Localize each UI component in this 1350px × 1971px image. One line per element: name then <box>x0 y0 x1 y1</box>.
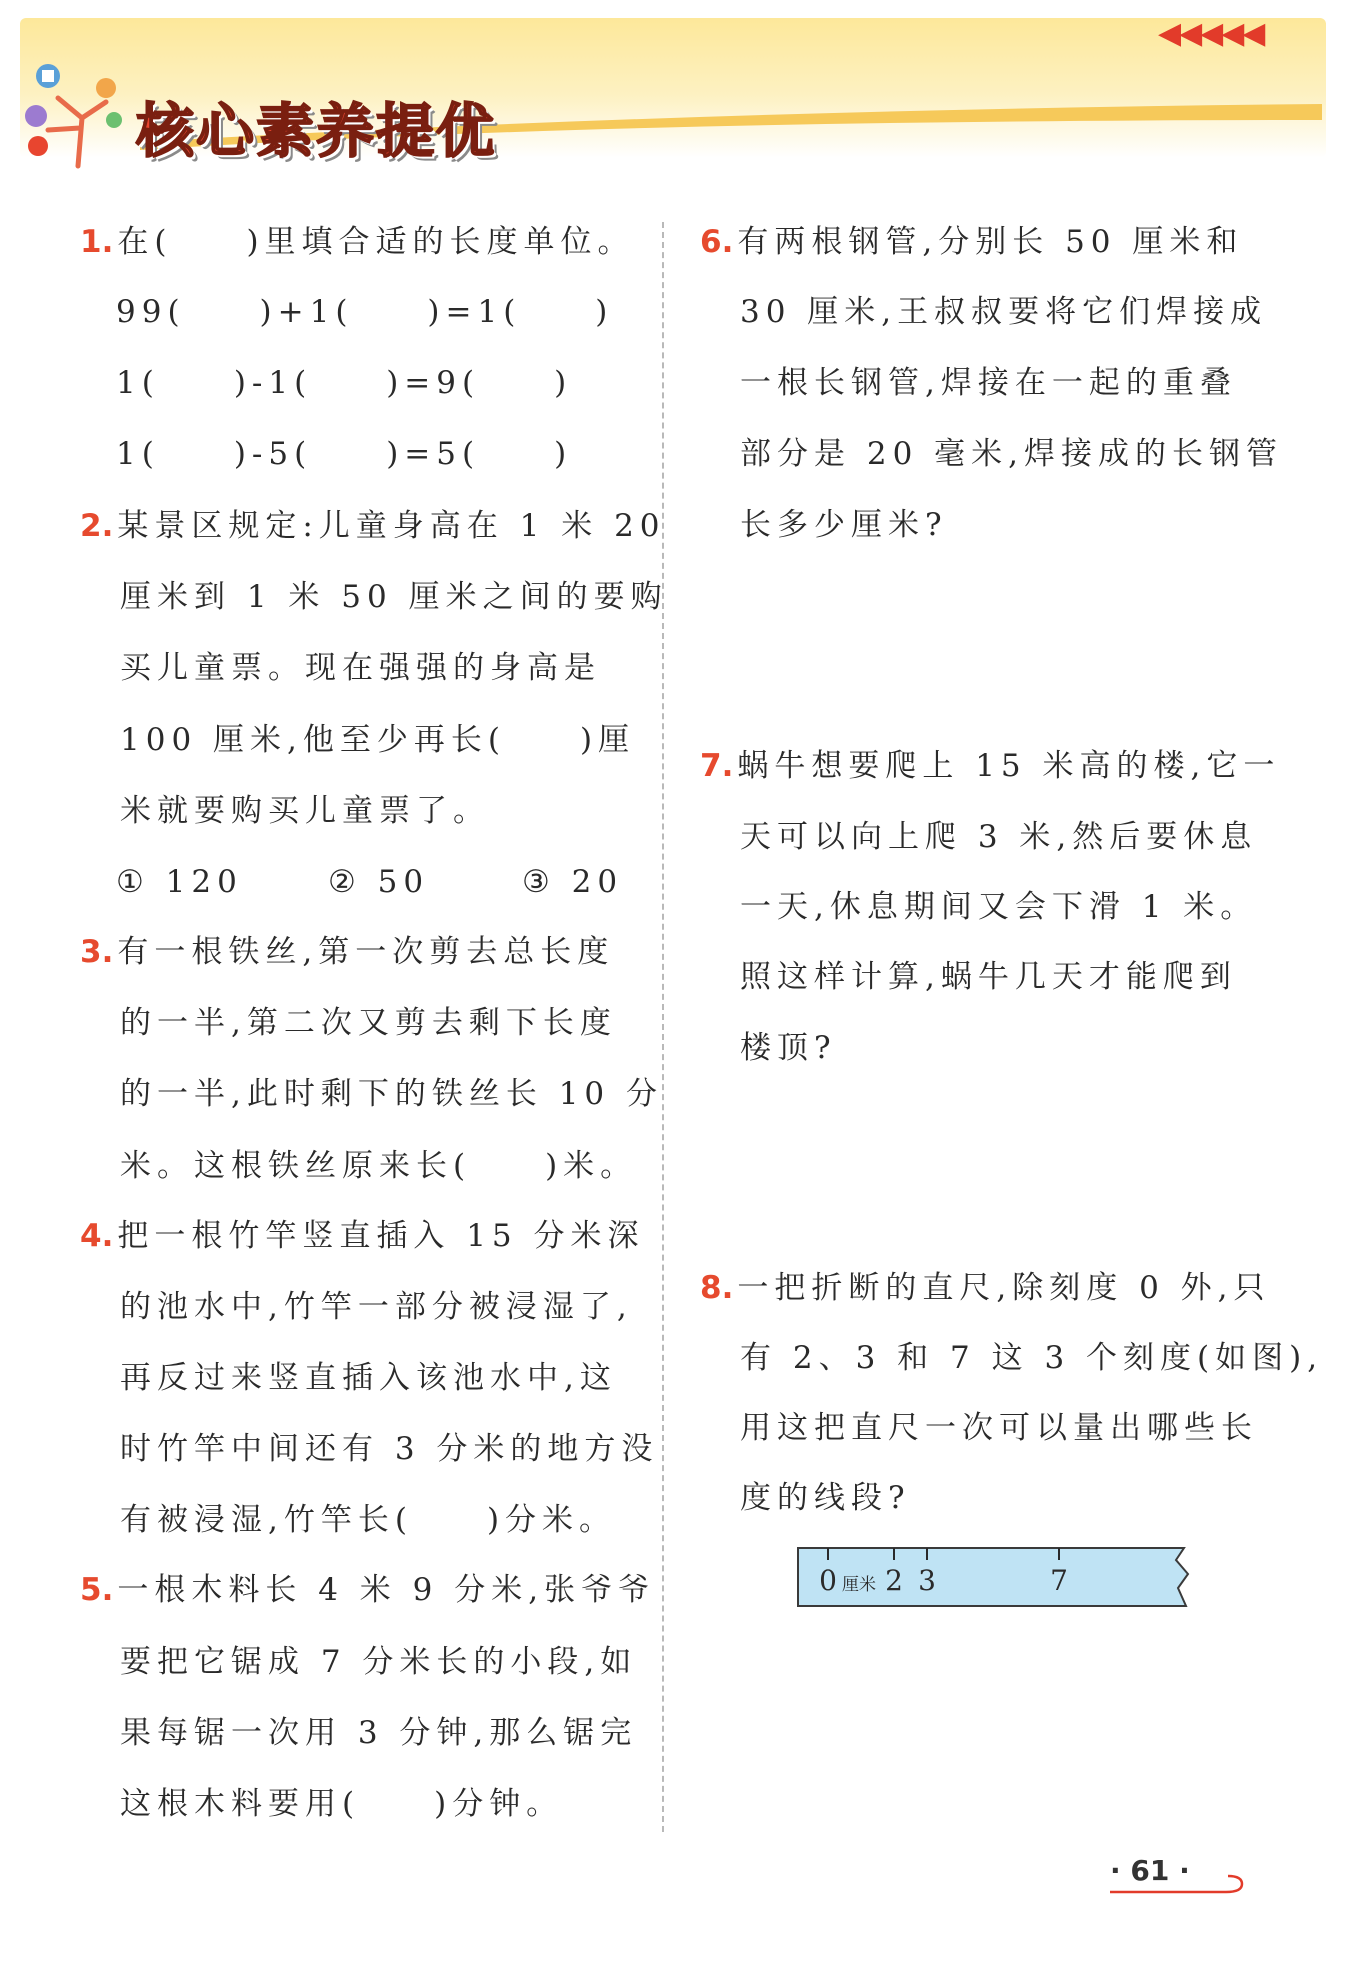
question-3-number: 3. <box>80 934 114 970</box>
question-4-line-1 <box>80 1216 645 1256</box>
question-7-line-2: 天可以向上爬 3 米,然后要休息 <box>740 819 1258 855</box>
question-3-line-4: 米。这根铁丝原来长( )米。 <box>120 1148 638 1184</box>
question-1-text: 在( )里填合适的长度单位。 <box>117 224 635 260</box>
question-6-line-4: 部分是 20 毫米,焊接成的长钢管 <box>740 436 1284 472</box>
question-5-line-4: 这根木料要用( )分钟。 <box>120 1786 564 1822</box>
question-1-line-2: 99( )+1( )=1( ) <box>116 294 614 330</box>
question-8-line-2: 有 2、3 和 7 这 3 个刻度(如图), <box>740 1340 1324 1376</box>
question-4-line-2: 的池水中,竹竿一部分被浸湿了, <box>120 1289 633 1325</box>
question-5-text: 一根木料长 4 米 9 分米,张爷爷 <box>117 1572 656 1608</box>
question-5-line-3: 果每锯一次用 3 分钟,那么锯完 <box>120 1715 638 1751</box>
question-2-option-1: ① 120 <box>116 864 243 900</box>
question-7-line-4: 照这样计算,蜗牛几天才能爬到 <box>740 959 1237 995</box>
question-1-number: 1. <box>80 224 114 260</box>
question-4-number: 4. <box>80 1218 114 1254</box>
ruler-tick-label-0: 0 <box>819 1564 837 1597</box>
question-6-line-1 <box>700 222 1243 262</box>
question-3-line-1 <box>80 932 614 972</box>
question-3-line-3: 的一半,此时剩下的铁丝长 10 分 <box>120 1076 664 1112</box>
tree-apps-icon <box>18 58 130 170</box>
question-5-line-2: 要把它锯成 7 分米长的小段,如 <box>120 1644 638 1680</box>
question-1-line-4: 1( )-5( )=5( ) <box>116 436 573 472</box>
broken-ruler-figure <box>796 1546 1196 1608</box>
question-1-line-3: 1( )-1( )=9( ) <box>116 365 573 401</box>
question-2-option-3: ③ 20 <box>522 864 624 900</box>
question-4-line-3: 再反过来竖直插入该池水中,这 <box>120 1360 617 1396</box>
question-2-line-1 <box>80 506 666 546</box>
question-3-text: 有一根铁丝,第一次剪去总长度 <box>117 934 615 970</box>
question-1-line-1 <box>80 222 635 262</box>
question-7-text: 蜗牛想要爬上 15 米高的楼,它一 <box>737 748 1281 784</box>
question-7-line-1 <box>700 746 1280 786</box>
column-divider <box>662 222 664 1832</box>
question-4-text: 把一根竹竿竖直插入 15 分米深 <box>117 1218 645 1254</box>
question-8-line-3: 用这把直尺一次可以量出哪些长 <box>740 1410 1258 1446</box>
page-number: · 61 · <box>1110 1854 1190 1887</box>
question-6-line-5: 长多少厘米? <box>740 507 948 543</box>
chevron-left-icons: ◀◀◀◀◀ <box>1158 16 1264 51</box>
question-8-text: 一把折断的直尺,除刻度 0 外,只 <box>737 1270 1271 1306</box>
question-3-line-2: 的一半,第二次又剪去剩下长度 <box>120 1005 617 1041</box>
page-title: 核心素养提优 <box>136 97 497 165</box>
question-2-option-2: ② 50 <box>328 864 430 900</box>
question-8-line-4: 度的线段? <box>740 1480 911 1516</box>
question-7-line-5: 楼顶? <box>740 1030 837 1066</box>
question-6-line-2: 30 厘米,王叔叔要将它们焊接成 <box>740 294 1268 330</box>
question-2-line-3: 买儿童票。现在强强的身高是 <box>120 650 601 686</box>
question-7-number: 7. <box>700 748 734 784</box>
broken-ruler <box>796 1546 1196 1608</box>
ruler-tick-label-3: 3 <box>918 1564 936 1597</box>
question-6-line-3: 一根长钢管,焊接在一起的重叠 <box>740 365 1237 401</box>
question-7-line-3: 一天,休息期间又会下滑 1 米。 <box>740 889 1258 925</box>
question-2-text: 某景区规定:儿童身高在 1 米 20 <box>117 508 666 544</box>
question-5-line-1 <box>80 1570 655 1610</box>
question-2-line-5: 米就要购买儿童票了。 <box>120 793 490 829</box>
question-2-line-2: 厘米到 1 米 50 厘米之间的要购 <box>120 579 668 615</box>
question-6-number: 6. <box>700 224 734 260</box>
ruler-unit-label: 厘米 <box>842 1575 876 1595</box>
ruler-tick-label-2: 2 <box>885 1564 903 1597</box>
question-8-number: 8. <box>700 1270 734 1306</box>
question-6-text: 有两根钢管,分别长 50 厘米和 <box>737 224 1244 260</box>
question-2-line-4: 100 厘米,他至少再长( )厘 <box>120 722 636 758</box>
question-4-line-4: 时竹竿中间还有 3 分米的地方没 <box>120 1431 659 1467</box>
question-2-number: 2. <box>80 508 114 544</box>
question-5-number: 5. <box>80 1572 114 1608</box>
ruler-tick-label-7: 7 <box>1050 1564 1068 1597</box>
question-8-line-1 <box>700 1268 1271 1308</box>
question-4-line-5: 有被浸湿,竹竿长( )分米。 <box>120 1502 617 1538</box>
